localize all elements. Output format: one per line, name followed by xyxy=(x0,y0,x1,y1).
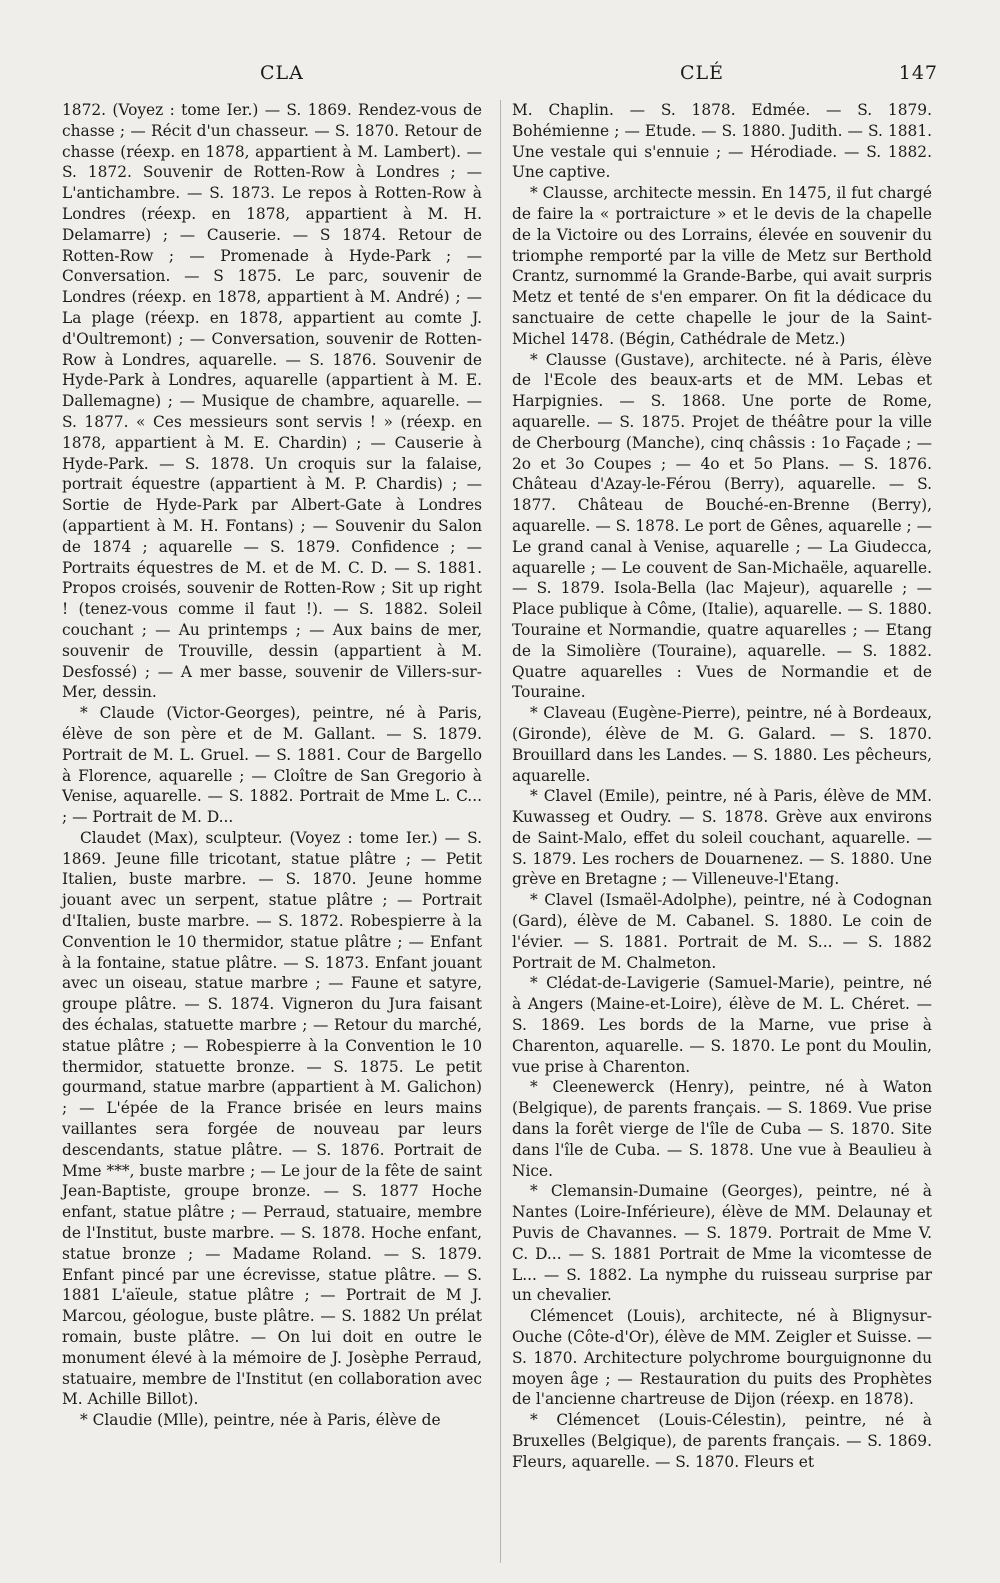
page-number: 147 xyxy=(898,62,938,84)
entry-claveau: * Claveau (Eugène-Pierre), peintre, né à Bordeaux, (Gironde), élève de M. G. Galard. — S. 1870. Brouillard dans les Landes. — S. 1880. Les pêcheurs, aquarelle. xyxy=(512,704,932,785)
entry-clemencet-louis: Clémencet (Louis), architecte, né à Blignysur-Ouche (Côte-d'Or), élève de MM. Zeigler et Suisse. — S. 1870. Architecture polychrome bourguignonne du moyen âge ; — Restauration du puits des Prophètes de l'ancienne chartreuse de Dijon (réexp. en 1878). xyxy=(512,1307,932,1409)
entry-continuation-claudie: M. Chaplin. — S. 1878. Edmée. — S. 1879. Bohémienne ; — Etude. — S. 1880. Judith. — S. 1881. Une vestale qui s'ennuie ; — Hérodiade. — S. 1882. Une captive. xyxy=(512,101,932,182)
entry-clavel-emile: * Clavel (Emile), peintre, né à Paris, élève de MM. Kuwasseg et Oudry. — S. 1878. Grève aux environs de Saint-Malo, effet du soleil couchant, aquarelle. — S. 1879. Les rochers de Douarnenez. — S. 1880. Une grève en Bretagne ; — Villeneuve-l'Etang. xyxy=(512,787,932,889)
left-column xyxy=(62,100,482,1431)
entry-claudie: * Claudie (Mlle), peintre, née à Paris, élève de xyxy=(80,1411,441,1430)
entry-claudet: Claudet (Max), sculpteur. (Voyez : tome Ier.) — S. 1869. Jeune fille tricotant, statue plâtre ; — Petit Italien, buste marbre. — S. 1870. Jeune homme jouant avec un serpent, statue plâtre ; — Portrait d'Italien, buste marbre. — S. 1872. Robespierre à la Convention le 10 thermidor, statue plâtre ; — Enfant à la fontaine, statue plâtre. — S. 1873. Enfant jouant avec un oiseau, statue marbre ; — Faune et satyre, groupe plâtre. — S. 1874. Vigneron du Jura faisant des échalas, statuette marbre ; — Retour du marché, statue plâtre ; — Robespierre à la Convention le 10 thermidor, statuette bronze. — S. 1875. Le petit gourmand, statue marbre (appartient à M. Galichon) ; — L'épée de la France brisée en leurs mains vaillantes sera forgée de nouveau par leurs descendants, statue plâtre. — S. 1876. Portrait de Mme ***, buste marbre ; — Le jour de la fête de saint Jean-Baptiste, groupe bronze. — S. 1877 Hoche enfant, statue plâtre ; — Perraud, statuaire, membre de l'Institut, buste marbre. — S. 1878. Hoche enfant, statue bronze ; — Madame Roland. — S. 1879. Enfant pincé par une écrevisse, statue plâtre. — S. 1881 L'aïeule, statue plâtre ; — Portrait de M J. Marcou, géologue, buste plâtre. — S. 1882 Un prélat romain, buste plâtre. — On lui doit en outre le monument élevé à la mémoire de J. Josèphe Perraud, statuaire, membre de l'Institut (en collaboration avec M. Achille Billot). xyxy=(62,828,482,1409)
entry-clemencet-louis-celestin: * Clémencet (Louis-Célestin), peintre, né à Bruxelles (Belgique), de parents français. — S. 1869. Fleurs, aquarelle. — S. 1870. Fleurs et xyxy=(512,1411,932,1471)
right-column xyxy=(512,100,932,1473)
entry-cleenewerck: * Cleenewerck (Henry), peintre, né à Waton (Belgique), de parents français. — S. 1869. Vue prise dans la forêt vierge de l'île de Cuba — S. 1870. Site dans l'île de Cuba. — S. 1878. Une vue à Beaulieu à Nice. xyxy=(512,1078,932,1180)
column-divider xyxy=(500,100,501,1563)
header-right-word: CLÉ xyxy=(680,62,725,84)
entry-clausse-gustave: * Clausse (Gustave), architecte. né à Paris, élève de l'Ecole des beaux-arts et de MM. Lebas et Harpignies. — S. 1868. Une porte de Rome, aquarelle. — S. 1875. Projet de théâtre pour la ville de Cherbourg (Manche), cinq châssis : 1o Façade ; — 2o et 3o Coupes ; — 4o et 5o Plans. — S. 1876. Château d'Azay-le-Férou (Berry), aquarelle. — S. 1877. Château de Bouché-en-Brenne (Berry), aquarelle. — S. 1878. Le port de Gênes, aquarelle ; — Le grand canal à Venise, aquarelle ; — La Giudecca, aquarelle ; — Le couvent de San-Michaële, aquarelle. — S. 1879. Isola-Bella (lac Majeur), aquarelle ; — Place publique à Côme, (Italie), aquarelle. — S. 1880. Touraine et Normandie, quatre aquarelles ; — Etang de la Simolière (Touraine), aquarelle. — S. 1882. Quatre aquarelles : Vues de Normandie et de Touraine. xyxy=(512,350,932,702)
header-left-word: CLA xyxy=(260,62,304,84)
entry-clausse: * Clausse, architecte messin. En 1475, il fut chargé de faire la « portraicture » et le devis de la chapelle de la Victoire ou des Lorrains, élevée en souvenir du triomphe remporté par la ville de Metz sur Berthold Crantz, surnommé la Grande-Barbe, qui avait surpris Metz et tenté de s'en emparer. On fit la dédicace du sanctuaire de cette chapelle le jour de la Saint-Michel 1478. (Bégin, Cathédrale de Metz.) xyxy=(512,184,932,348)
running-header xyxy=(60,62,938,92)
entry-clemansin-dumaine: * Clemansin-Dumaine (Georges), peintre, né à Nantes (Loire-Inférieure), élève de MM. Delaunay et Puvis de Chavannes. — S. 1879. Portrait de Mme V. C. D... — S. 1881 Portrait de Mme la vicomtesse de L... — S. 1882. La nymphe du ruisseau surprise par un chevalier. xyxy=(512,1182,932,1305)
entry-claude: * Claude (Victor-Georges), peintre, né à Paris, élève de son père et de M. Gallant. — S. 1879. Portrait de M. L. Gruel. — S. 1881. Cour de Bargello à Florence, aquarelle ; — Cloître de San Gregorio à Venise, aquarelle. — S. 1882. Portrait de Mme L. C... ; — Portrait de M. D... xyxy=(62,704,482,827)
entry-continuation: 1872. (Voyez : tome Ier.) — S. 1869. Rendez-vous de chasse ; — Récit d'un chasseur. — S. 1870. Retour de chasse (réexp. en 1878, appartient à M. Lambert). — S. 1872. Souvenir de Rotten-Row à Londres ; — L'antichambre. — S. 1873. Le repos à Rotten-Row à Londres (réexp. en 1878, appartient à M. H. Delamarre) ; — Causerie. — S 1874. Retour de Rotten-Row ; — Promenade à Hyde-Park ; — Conversation. — S 1875. Le parc, souvenir de Londres (réexp. en 1878, appartient à M. André) ; — La plage (réexp. en 1878, appartient au comte J. d'Oultremont) ; — Conversation, souvenir de Rotten-Row à Londres, aquarelle. — S. 1876. Souvenir de Hyde-Park à Londres, aquarelle (appartient à M. E. Dallemagne) ; — Musique de chambre, aquarelle. — S. 1877. « Ces messieurs sont servis ! » (réexp. en 1878, appartient à M. E. Chardin) ; — Causerie à Hyde-Park. — S. 1878. Un croquis sur la falaise, portrait équestre (appartient à M. P. Chardis) ; — Sortie de Hyde-Park par Albert-Gate à Londres (appartient à M. H. Fontans) ; — Souvenir du Salon de 1874 ; aquarelle — S. 1879. Confidence ; — Portraits équestres de M. et de M. C. D. — S. 1881. Propos croisés, souvenir de Rotten-Row ; Sit up right ! (tenez-vous comme il faut !). — S. 1882. Soleil couchant ; — Au printemps ; — Aux bains de mer, souvenir de Trouville, dessin (appartient à M. Desfossé) ; — A mer basse, souvenir de Villers-sur-Mer, dessin. xyxy=(62,101,482,702)
entry-cledat-de-lavigerie: * Clédat-de-Lavigerie (Samuel-Marie), peintre, né à Angers (Maine-et-Loire), élève de M. L. Chéret. — S. 1869. Les bords de la Marne, vue prise à Charenton, aquarelle. — S. 1870. Le pont du Moulin, vue prise à Charenton. xyxy=(512,974,932,1076)
entry-clavel-ismael: * Clavel (Ismaël-Adolphe), peintre, né à Codognan (Gard), élève de M. Cabanel. S. 1880. Le coin de l'évier. — S. 1881. Portrait de M. S... — S. 1882 Portrait de M. Chalmeton. xyxy=(512,891,932,972)
